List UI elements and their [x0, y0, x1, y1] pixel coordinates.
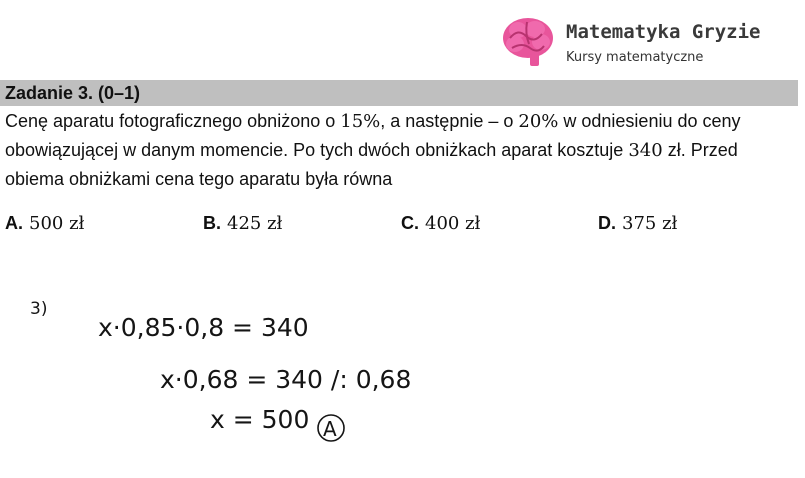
brand-subtitle: Kursy matematyczne [566, 50, 704, 65]
brand-title: Matematyka Gryzie [566, 21, 761, 43]
task-math-price: 340 [628, 140, 663, 161]
solution-circled-answer: A [323, 417, 337, 441]
answer-letter: A. [5, 213, 23, 233]
task-title: Zadanie 3. (0–1) [5, 83, 141, 103]
answer-value: 400 zł [425, 213, 481, 234]
task-text-part: , a następnie – o [380, 111, 519, 131]
answer-letter: B. [203, 213, 221, 233]
task-math-percent-2: 20% [518, 111, 559, 132]
answer-option-b[interactable] [203, 213, 282, 234]
brand-logo [498, 14, 798, 70]
solution-canvas [0, 280, 805, 470]
task-math-percent-1: 15% [340, 111, 381, 132]
answer-option-a[interactable] [5, 213, 84, 234]
answer-value: 500 zł [29, 213, 85, 234]
task-header-bar [0, 80, 798, 106]
solution-number: 3) [30, 299, 48, 319]
solution-line-3: x = 500 [210, 405, 310, 434]
brain-icon [498, 14, 556, 68]
answer-value: 375 zł [622, 213, 678, 234]
task-text-part: w odniesieniu do ceny obowiązującej w danym momencie. Po tych dwóch obniżkach aparat kosztuje [5, 111, 741, 160]
solution-line-1: x·0,85·0,8 = 340 [98, 313, 309, 342]
answer-options [0, 213, 805, 243]
task-text-part: zł. Przed obiema obniżkami cena tego aparatu była równa [5, 140, 738, 189]
task-text-part: Cenę aparatu fotograficznego obniżono o [5, 111, 341, 131]
answer-letter: C. [401, 213, 419, 233]
task-statement [5, 107, 795, 193]
answer-letter: D. [598, 213, 616, 233]
solution-line-2: x·0,68 = 340 /: 0,68 [160, 365, 412, 394]
answer-option-c[interactable] [401, 213, 480, 234]
handwritten-solution [0, 280, 805, 470]
answer-value: 425 zł [227, 213, 283, 234]
answer-option-d[interactable] [598, 213, 677, 234]
